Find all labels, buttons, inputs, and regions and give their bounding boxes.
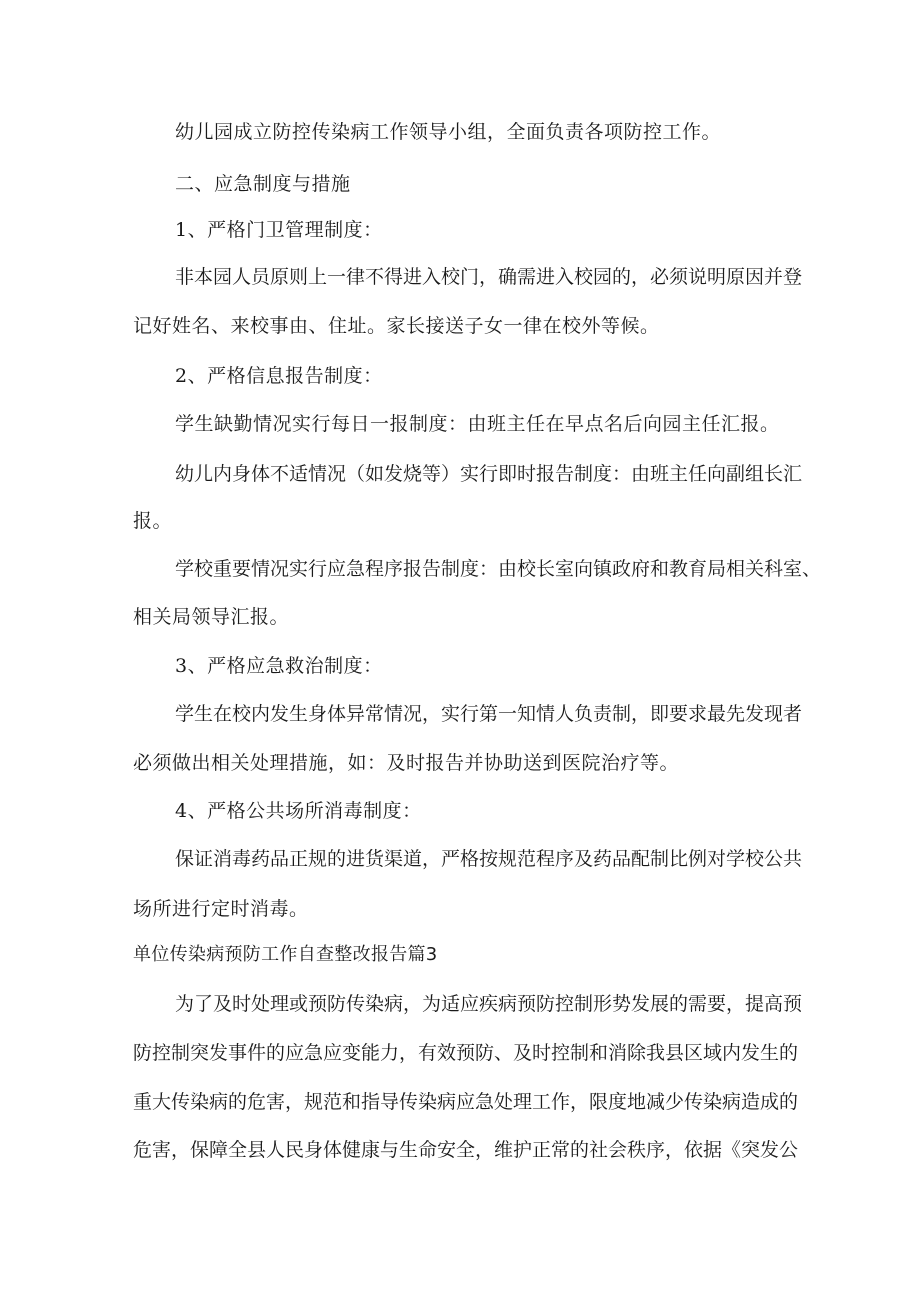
- paragraph-treatment-line2: 必须做出相关处理措施，如：及时报告并协助送到医院治疗等。: [133, 752, 680, 774]
- paragraph-intro-line3: 重大传染病的危害，规范和指导传染病应急处理工作，限度地减少传染病造成的: [133, 1091, 799, 1113]
- paragraph-school-line1: 学校重要情况实行应急程序报告制度：由校长室向镇政府和教育局相关科室、: [175, 558, 822, 580]
- paragraph-disinfection-line1: 保证消毒药品正规的进货渠道，严格按规范程序及药品配制比例对学校公共: [175, 848, 803, 870]
- paragraph-gate-line2: 记好姓名、来校事由、住址。家长接送子女一律在校外等候。: [133, 315, 660, 337]
- item-heading-gate: 1、严格门卫管理制度：: [175, 219, 383, 241]
- report-title: 单位传染病预防工作自查整改报告篇3: [133, 944, 438, 965]
- item-heading-treatment: 3、严格应急救治制度：: [175, 655, 383, 677]
- section-heading-emergency: 二、应急制度与措施: [175, 173, 351, 195]
- paragraph-intro-line2: 防控制突发事件的应急应变能力，有效预防、及时控制和消除我县区域内发生的: [133, 1042, 799, 1064]
- paragraph-gate-line1: 非本园人员原则上一律不得进入校门，确需进入校园的，必须说明原因并登: [175, 266, 803, 288]
- paragraph-treatment-line1: 学生在校内发生身体异常情况，实行第一知情人负责制，即要求最先发现者: [175, 703, 803, 725]
- item-heading-report: 2、严格信息报告制度：: [175, 365, 383, 387]
- paragraph-school-line2: 相关局领导汇报。: [133, 606, 290, 628]
- paragraph-disinfection-line2: 场所进行定时消毒。: [133, 898, 309, 920]
- paragraph-absence: 学生缺勤情况实行每日一报制度：由班主任在早点名后向园主任汇报。: [175, 413, 780, 435]
- paragraph-illness-line1: 幼儿内身体不适情况（如发烧等）实行即时报告制度：由班主任向副组长汇: [175, 463, 803, 485]
- paragraph-intro-line4: 危害，保障全县人民身体健康与生命安全，维护正常的社会秩序，依据《突发公: [133, 1139, 799, 1161]
- paragraph-illness-line2: 报。: [133, 510, 173, 532]
- paragraph-intro-line1: 为了及时处理或预防传染病，为适应疾病预防控制形势发展的需要，提高预: [175, 993, 803, 1015]
- item-heading-disinfection: 4、严格公共场所消毒制度：: [175, 800, 422, 822]
- paragraph-leadership-group: 幼儿园成立防控传染病工作领导小组，全面负责各项防控工作。: [175, 121, 722, 143]
